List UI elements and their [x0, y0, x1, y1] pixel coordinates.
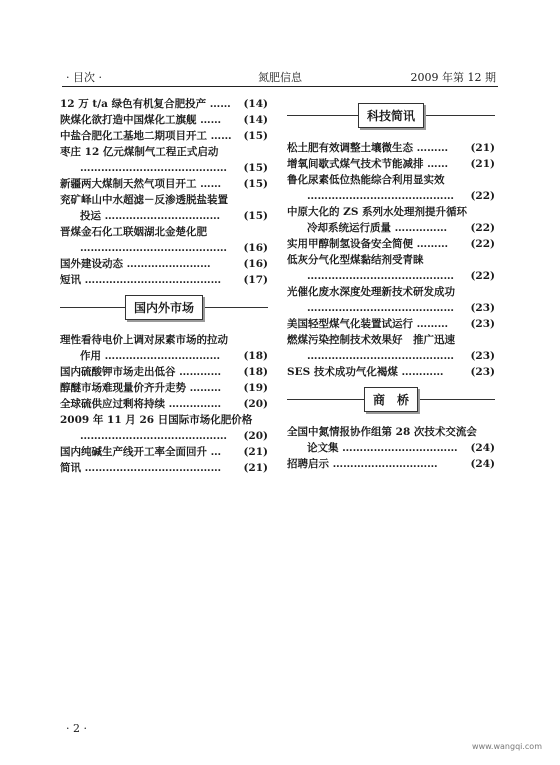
toc-entry-title: 松土肥有效调整土壤微生态 ………: [287, 142, 449, 154]
toc-entry: [287, 252, 495, 268]
toc-entry-title: 美国轻型煤气化装置试运行 ………: [287, 318, 449, 330]
toc-entry: [60, 96, 268, 112]
toc-entry-page: (24): [470, 442, 495, 454]
toc-entry: [287, 284, 495, 300]
toc-entry: [287, 348, 495, 364]
toc-entry-title: 全球硫供应过剩将持续 ……………: [60, 398, 222, 410]
toc-entry-title: 短讯 …………………………………: [60, 274, 222, 286]
toc-entry-title: 中原大化的 ZS 系列水处理剂提升循环: [287, 206, 468, 218]
toc-entry-page: (21): [243, 462, 268, 474]
toc-entry: [60, 396, 268, 412]
running-header: [62, 66, 498, 87]
toc-entry-title: ……………………………………: [307, 270, 454, 282]
toc-entry-page: (22): [470, 238, 495, 250]
toc-entry: [60, 460, 268, 476]
toc-entry-page: (23): [470, 366, 495, 378]
toc-entry-page: (22): [470, 270, 495, 282]
toc-entry: [60, 444, 268, 460]
toc-entry: [60, 348, 268, 364]
toc-entry-title: 兖矿峄山中水超滤－反渗透脱盐装置: [60, 194, 228, 206]
toc-entry-title: ……………………………………: [80, 430, 227, 442]
toc-entry-title: 国外建设动态 ……………………: [60, 258, 211, 270]
issue-label: 2009 年第 12 期: [410, 71, 496, 84]
toc-entry-title: 光催化废水深度处理新技术研发成功: [287, 286, 455, 298]
toc-entry: [287, 140, 495, 156]
toc-entry-page: (21): [470, 158, 495, 170]
toc-entry-page: (15): [243, 210, 268, 222]
toc-entry-title: 2009 年 11 月 26 日国际市场化肥价格: [60, 414, 253, 426]
header-section-label: · 目次 ·: [66, 71, 102, 84]
toc-entry: [60, 176, 268, 192]
toc-entry-title: 理性看待电价上调对尿素市场的拉动: [60, 334, 228, 346]
toc-entry: [60, 380, 268, 396]
toc-entry-title: 简讯 …………………………………: [60, 462, 222, 474]
toc-entry: [287, 268, 495, 284]
toc-entry-title: 招聘启示 …………………………: [287, 458, 438, 470]
toc-entry: [287, 236, 495, 252]
toc-entry-page: (17): [243, 274, 268, 286]
section-heading-bridge: 商 桥: [287, 384, 495, 416]
toc-entry-page: (14): [243, 114, 268, 126]
toc-entry: [60, 224, 268, 240]
toc-entry-title: 投运 ……………………………: [80, 210, 221, 222]
toc-entry-title: 国内纯碱生产线开工率全面回升 …: [60, 446, 222, 458]
toc-entry: [60, 208, 268, 224]
toc-entry-page: (15): [243, 130, 268, 142]
toc-entry-title: ……………………………………: [80, 162, 227, 174]
toc-entry-title: 中盐合肥化工基地二期项目开工 ……: [60, 130, 232, 142]
toc-entry: [287, 440, 495, 456]
toc-entry-title: 晋煤金石化工联姻湖北金楚化肥: [60, 226, 207, 238]
toc-left-column: [60, 96, 268, 476]
toc-entry-page: (20): [243, 398, 268, 410]
toc-entry: [287, 424, 495, 440]
toc-entry-page: (23): [470, 302, 495, 314]
toc-entry: [287, 456, 495, 472]
toc-entry: [60, 332, 268, 348]
toc-right-column: [287, 96, 495, 472]
toc-entry-title: ……………………………………: [307, 302, 454, 314]
toc-entry-title: 低灰分气化型煤黏结剂受青睐: [287, 254, 424, 266]
toc-entry-page: (22): [470, 190, 495, 202]
section-heading-tech: 科技简讯: [287, 100, 495, 132]
toc-entry: [60, 428, 268, 444]
toc-entry: [60, 240, 268, 256]
toc-entry-page: (16): [243, 258, 268, 270]
toc-entry: [287, 300, 495, 316]
toc-entry: [60, 160, 268, 176]
toc-entry-title: 全国中氮情报协作组第 28 次技术交流会: [287, 426, 477, 438]
toc-entry-page: (16): [243, 242, 268, 254]
toc-entry-title: SES 技术成功气化褐煤 …………: [287, 366, 444, 378]
toc-entry: [60, 192, 268, 208]
toc-entry: [287, 332, 495, 348]
toc-entry: [287, 364, 495, 380]
toc-entry: [60, 412, 268, 428]
toc-entry-title: 枣庄 12 亿元煤制气工程正式启动: [60, 146, 219, 158]
toc-entry-page: (15): [243, 162, 268, 174]
toc-entry-title: 冷却系统运行质量 ……………: [307, 222, 448, 234]
toc-entry: [60, 272, 268, 288]
toc-entry: [287, 188, 495, 204]
toc-entry-title: 新疆两大煤制天然气项目开工 ……: [60, 178, 222, 190]
toc-entry-page: (14): [243, 98, 268, 110]
toc-entry-title: 论文集 ……………………………: [307, 442, 458, 454]
toc-entry-title: 鲁化尿素低位热能综合利用显实效: [287, 174, 445, 186]
toc-entry-title: 作用 ……………………………: [80, 350, 221, 362]
toc-entry-title: 增氧间歇式煤气技术节能减排 ……: [287, 158, 449, 170]
toc-entry-page: (15): [243, 178, 268, 190]
toc-entry: [60, 112, 268, 128]
journal-title: 氮肥信息: [258, 71, 302, 84]
watermark: www.wangqi.com: [472, 742, 542, 751]
toc-entry-page: (18): [243, 366, 268, 378]
toc-entry-title: ……………………………………: [307, 190, 454, 202]
toc-entry-page: (23): [470, 318, 495, 330]
toc-entry-title: 醇醚市场难现量价齐升走势 ………: [60, 382, 222, 394]
toc-entry-page: (21): [470, 142, 495, 154]
toc-entry: [60, 144, 268, 160]
section-heading-market: 国内外市场: [60, 292, 268, 324]
toc-entry: [287, 316, 495, 332]
toc-entry: [60, 128, 268, 144]
toc-entry-title: ……………………………………: [307, 350, 454, 362]
toc-entry: [60, 256, 268, 272]
toc-entry-title: 国内硫酸钾市场走出低谷 …………: [60, 366, 222, 378]
toc-entry-title: 实用甲醇制氢设备安全简便 ………: [287, 238, 449, 250]
page-number: · 2 ·: [66, 722, 87, 735]
toc-entry-title: 陕煤化欲打造中国煤化工旗舰 ……: [60, 114, 222, 126]
toc-entry: [287, 156, 495, 172]
toc-entry-page: (20): [243, 430, 268, 442]
toc-entry-page: (21): [243, 446, 268, 458]
toc-entry-title: ……………………………………: [80, 242, 227, 254]
toc-entry: [287, 204, 495, 220]
toc-entry: [287, 220, 495, 236]
toc-entry-page: (18): [243, 350, 268, 362]
toc-entry-title: 燃煤污染控制技术效果好 推广迅速: [287, 334, 455, 346]
toc-entry-page: (22): [470, 222, 495, 234]
toc-entry-page: (23): [470, 350, 495, 362]
toc-entry-title: 12 万 t/a 绿色有机复合肥投产 ……: [60, 98, 231, 110]
toc-entry-page: (24): [470, 458, 495, 470]
toc-entry-page: (19): [243, 382, 268, 394]
toc-entry: [287, 172, 495, 188]
toc-entry: [60, 364, 268, 380]
